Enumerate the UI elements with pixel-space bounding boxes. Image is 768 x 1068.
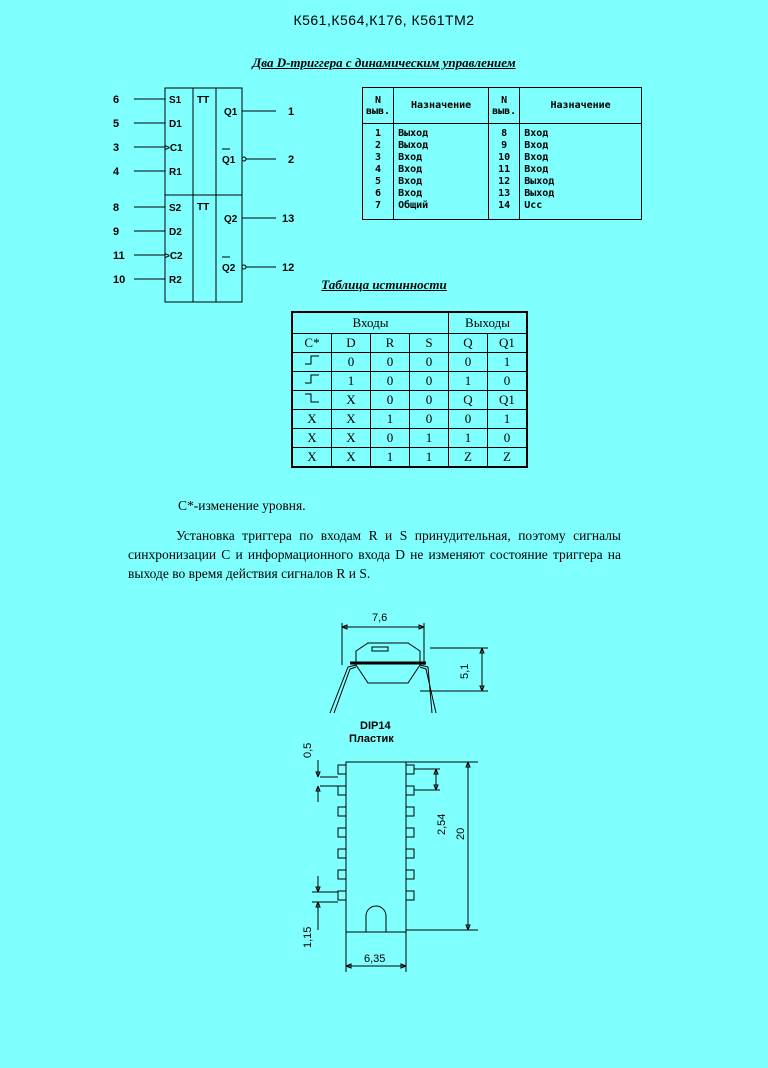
table-row: 1 0 0 1 0 — [292, 372, 527, 391]
column-header: C* — [292, 334, 332, 353]
pin-label: 10 — [113, 274, 126, 286]
inputs-header: Входы — [292, 312, 449, 334]
pin-label: 6 — [113, 94, 120, 106]
table-row: 0 0 0 0 1 — [292, 353, 527, 372]
signal-label: R2 — [169, 275, 182, 286]
logic-symbol — [100, 80, 320, 310]
package-material: Пластик — [349, 733, 394, 745]
outputs-header: Выходы — [449, 312, 528, 334]
table-row: X 0 0 Q Q1 — [292, 391, 527, 410]
pin-label: 4 — [113, 166, 120, 178]
dimension-label: 5,1 — [459, 663, 471, 679]
pin-label: 3 — [113, 142, 120, 154]
signal-label: S2 — [169, 203, 182, 214]
output-label: Q2 — [224, 214, 238, 225]
truth-table-title: Таблица истинности — [321, 277, 447, 292]
pin-number-column: 1 2 3 4 5 6 7 — [363, 124, 394, 220]
pin-function-column: Выход Выход Вход Вход Вход Вход Общий — [394, 124, 489, 220]
footnote: С*-изменение уровня. — [178, 498, 306, 513]
pin-table-header: Назначение — [394, 88, 489, 124]
pin-label: 2 — [288, 154, 295, 166]
pin-label: 5 — [113, 118, 120, 130]
package-name: DIP14 — [360, 720, 391, 732]
pin-table-header: N выв. — [489, 88, 520, 124]
pin-label: 9 — [113, 226, 120, 238]
pin-label: 12 — [282, 262, 295, 274]
signal-label: S1 — [169, 95, 182, 106]
dimension-label: 1,15 — [302, 926, 314, 948]
rising-edge-icon — [292, 372, 332, 391]
pin-table-header: Назначение — [520, 88, 642, 124]
pin-table — [362, 87, 642, 220]
dimension-label: 0,5 — [302, 742, 314, 758]
pin-label: 13 — [282, 213, 295, 225]
pin-number-column: 8 9 10 11 12 13 14 — [489, 124, 520, 220]
signal-label: R1 — [169, 167, 182, 178]
page-subtitle: Два D-триггера с динамическим управлением — [252, 55, 516, 70]
dimension-label: 2,54 — [436, 813, 448, 835]
signal-label: D1 — [169, 119, 182, 130]
dimension-label: 7,6 — [372, 612, 388, 624]
pin-label: 1 — [288, 106, 295, 118]
description-paragraph: Установка триггера по входам R и S принудительная, поэтому сигналы синхронизации С и информационного входа D не изменяют состояние триггера на выходе во время действия сигналов R и S. — [128, 528, 621, 581]
dimension-label: 6,35 — [364, 953, 386, 965]
package-top-view — [290, 740, 490, 975]
truth-table — [291, 311, 528, 468]
column-header: S — [410, 334, 449, 353]
column-header: D — [332, 334, 371, 353]
dimension-label: 20 — [455, 827, 467, 840]
column-header: R — [371, 334, 410, 353]
pin-label: 11 — [113, 250, 125, 262]
pin-label: 8 — [113, 202, 120, 214]
table-row: X X 1 0 0 1 — [292, 410, 527, 429]
block-label: TT — [197, 95, 210, 106]
block-label: TT — [197, 202, 210, 213]
signal-label: D2 — [169, 227, 182, 238]
signal-label: >C1 — [164, 143, 183, 154]
falling-edge-icon — [292, 391, 332, 410]
rising-edge-icon — [292, 353, 332, 372]
pin-function-column: Вход Вход Вход Вход Выход Выход Ucc — [520, 124, 642, 220]
table-row: X X 0 1 1 0 — [292, 429, 527, 448]
package-side-view — [320, 605, 500, 720]
column-header: Q1 — [488, 334, 528, 353]
column-header: Q — [449, 334, 488, 353]
table-row: X X 1 1 Z Z — [292, 448, 527, 468]
signal-label: >C2 — [164, 251, 183, 262]
pin-table-header: N выв. — [363, 88, 394, 124]
output-label: Q1 — [224, 107, 238, 118]
output-label: Q2 — [222, 263, 236, 274]
output-label: Q1 — [222, 155, 236, 166]
page-title: К561,К564,К176, К561ТМ2 — [293, 12, 475, 28]
